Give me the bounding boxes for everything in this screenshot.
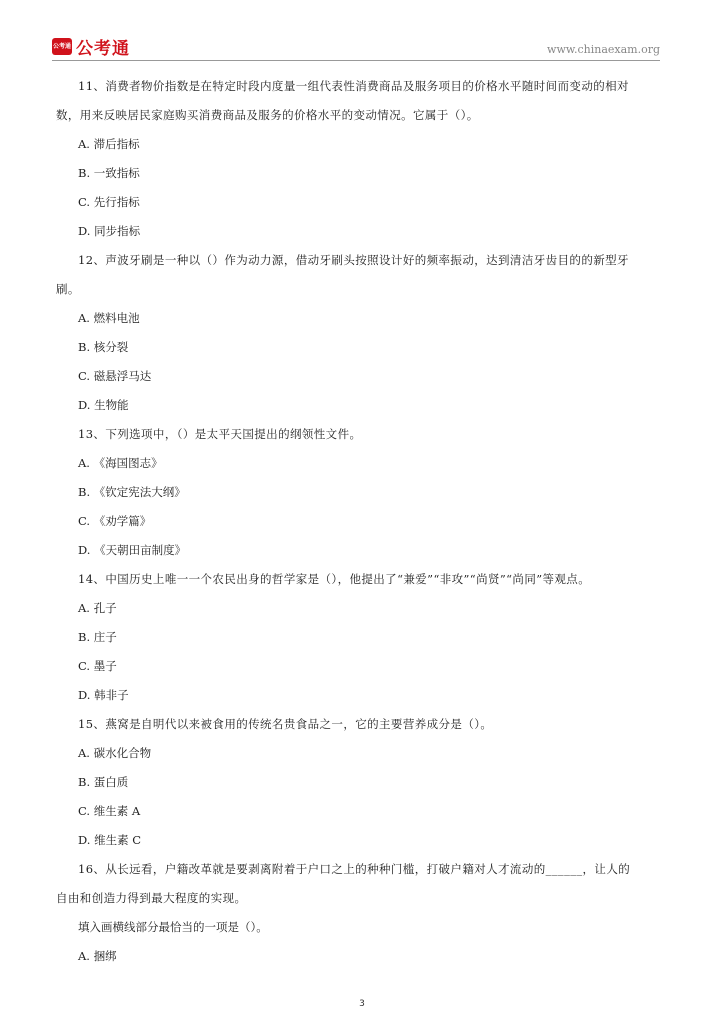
- question-14: [56, 571, 670, 704]
- question-list: [56, 76, 670, 965]
- logo-badge: 公考通: [52, 38, 72, 55]
- page-number: 3: [359, 999, 365, 1009]
- question-16: [56, 861, 670, 965]
- logo-text: 公考通: [76, 39, 130, 59]
- question-stem-line: 14、中国历史上唯一一个农民出身的哲学家是（），他提出了“兼爱”“非攻”“尚贤”“尚同”等观点。: [78, 572, 591, 586]
- question-stem-line: 11、消费者物价指数是在特定时段内度量一组代表性消费商品及服务项目的价格水平随时间而变动的相对: [78, 79, 629, 93]
- question-prompt: 填入画横线部分最恰当的一项是（）。: [78, 920, 268, 934]
- question-stem-line: 12、声波牙刷是一种以（）作为动力源，借动牙刷头按照设计好的频率振动，达到清洁牙齿目的的新型牙: [78, 253, 629, 267]
- option-b: B. 核分裂: [78, 340, 129, 354]
- option-a: A. 《海国图志》: [78, 456, 163, 470]
- option-a: A. 捆绑: [78, 949, 117, 963]
- question-11: [56, 78, 670, 240]
- option-a: A. 碳水化合物: [78, 746, 152, 760]
- page-header: [0, 0, 724, 64]
- option-c: C. 先行指标: [78, 195, 140, 209]
- option-d: D. 《天朝田亩制度》: [78, 543, 187, 557]
- option-c: C. 磁悬浮马达: [78, 369, 152, 383]
- question-13: [56, 426, 670, 559]
- header-divider: [52, 60, 660, 61]
- option-c: C. 维生素 A: [78, 804, 141, 818]
- option-d: D. 韩非子: [78, 688, 129, 702]
- option-d: D. 同步指标: [78, 224, 141, 238]
- option-a: A. 滞后指标: [78, 137, 140, 151]
- logo: [52, 34, 130, 59]
- site-url: www.chinaexam.org: [547, 43, 660, 56]
- option-d: D. 生物能: [78, 398, 129, 412]
- question-stem-line: 16、从长远看，户籍改革就是要剥离附着于户口之上的种种门槛，打破户籍对人才流动的______，让人的: [78, 862, 631, 876]
- option-c: C. 墨子: [78, 659, 117, 673]
- question-12: [56, 252, 670, 414]
- question-15: [56, 716, 670, 849]
- question-stem-line: 数，用来反映居民家庭购买消费商品及服务的价格水平的变动情况。它属于（）。: [56, 108, 479, 122]
- question-stem-line: 刷。: [56, 282, 80, 296]
- question-stem-line: 15、燕窝是自明代以来被食用的传统名贵食品之一，它的主要营养成分是（）。: [78, 717, 493, 731]
- option-b: B. 《钦定宪法大纲》: [78, 485, 186, 499]
- option-b: B. 庄子: [78, 630, 117, 644]
- option-a: A. 燃料电池: [78, 311, 140, 325]
- question-stem-line: 自由和创造力得到最大程度的实现。: [56, 891, 247, 905]
- option-c: C. 《劝学篇》: [78, 514, 152, 528]
- option-b: B. 蛋白质: [78, 775, 129, 789]
- option-b: B. 一致指标: [78, 166, 140, 180]
- question-stem-line: 13、下列选项中，（）是太平天国提出的纲领性文件。: [78, 427, 362, 441]
- option-a: A. 孔子: [78, 601, 117, 615]
- option-d: D. 维生素 C: [78, 833, 142, 847]
